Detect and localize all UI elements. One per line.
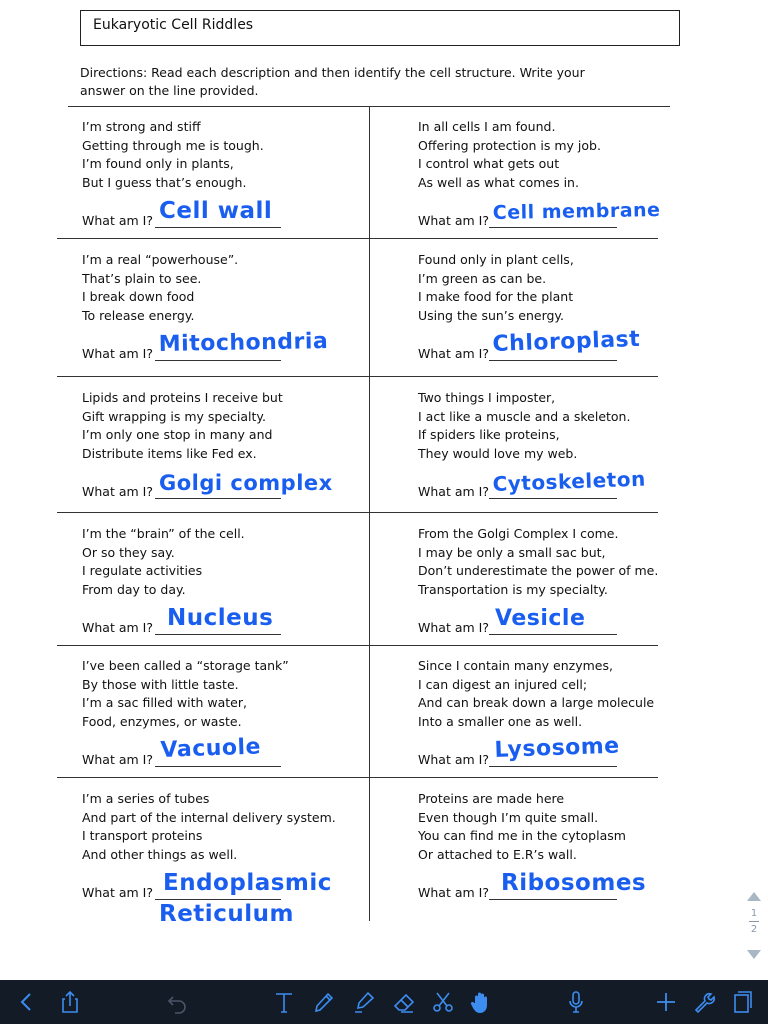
riddle-line: As well as what comes in. [418,174,579,190]
handwritten-answer[interactable]: Nucleus [167,605,274,631]
riddle-cell [418,525,658,599]
riddle-line: I can digest an injured cell; [418,676,588,692]
answer-blank[interactable] [155,227,281,228]
answer-blank[interactable] [155,899,281,900]
riddle-line: Lipids and proteins I receive but [82,390,283,405]
row-separator [57,777,658,778]
scissors-icon [430,989,456,1015]
riddle-line: From the Golgi Complex I come. [418,526,619,541]
riddle-line: I’m green as can be. [418,270,547,286]
riddle-line: To release energy. [82,307,195,323]
what-am-i-label: What am I? [82,752,153,767]
handwritten-answer[interactable]: Golgi complex [159,471,333,495]
riddle-line: I’m a real “powerhouse”. [82,252,239,267]
riddle-line: I may be only a small sac but, [418,544,606,560]
handwritten-answer[interactable]: Lysosome [494,733,621,763]
riddle-line: Into a smaller one as well. [418,713,583,729]
pages-button[interactable] [727,987,757,1017]
answer-blank[interactable] [489,498,617,499]
riddle-cell [82,657,289,731]
riddle-line: From day to day. [82,581,186,597]
riddle-line: I’m found only in plants, [82,156,234,171]
riddle-line: Don’t underestimate the power of me. [418,563,659,578]
riddle-line: I break down food [82,289,195,304]
page-indicator[interactable] [745,892,763,962]
answer-blank[interactable] [155,766,281,767]
row-separator [57,645,658,646]
text-tool-button[interactable] [269,987,299,1017]
riddle-line: Gift wrapping is my specialty. [82,408,267,424]
handwritten-answer-line-2[interactable]: Reticulum [159,901,294,927]
bottom-toolbar [0,980,768,1024]
riddle-line: I transport proteins [82,828,203,843]
share-icon [57,989,83,1015]
settings-button[interactable] [689,987,719,1017]
back-icon [14,989,40,1015]
answer-blank[interactable] [155,634,281,635]
text-tool-icon [271,989,297,1015]
riddle-line: I make food for the plant [418,289,574,304]
riddle-cell [82,251,238,325]
row-separator [57,238,658,239]
answer-blank[interactable] [489,227,617,228]
riddle-cell [418,657,654,731]
what-am-i-label: What am I? [418,346,489,361]
what-am-i-label: What am I? [418,484,489,499]
directions [80,64,660,100]
riddle-line: I’ve been called a “storage tank” [82,658,289,673]
page-down-icon[interactable] [747,950,761,959]
what-am-i-label: What am I? [418,885,489,900]
riddle-line: And part of the internal delivery system. [82,809,336,825]
riddle-line: And can break down a large molecule [418,695,655,710]
share-button[interactable] [55,987,85,1017]
what-am-i-label: What am I? [418,620,489,635]
what-am-i-label: What am I? [418,752,489,767]
what-am-i-label: What am I? [418,213,489,228]
answer-blank[interactable] [155,360,281,361]
answer-blank[interactable] [489,899,617,900]
riddle-line: That’s plain to see. [82,270,202,286]
riddle-cell [418,118,601,192]
riddle-cell [418,389,630,463]
handwritten-answer[interactable]: Cell wall [159,198,273,224]
riddle-line: I’m strong and stiff [82,119,201,134]
riddle-line: Found only in plant cells, [418,252,574,267]
table-column-divider [369,106,370,921]
what-am-i-label: What am I? [82,885,153,900]
riddle-line: I regulate activities [82,563,203,578]
total-pages: 2 [750,924,758,935]
riddle-line: Distribute items like Fed ex. [82,445,257,461]
handwritten-answer[interactable]: Vacuole [160,734,262,763]
handwritten-answer[interactable]: Ribosomes [501,870,647,896]
current-page: 1 [750,908,758,919]
riddle-line: Proteins are made here [418,791,565,806]
microphone-icon [563,989,589,1015]
highlighter-button[interactable] [348,987,378,1017]
riddle-line: Using the sun’s energy. [418,307,565,323]
eraser-button[interactable] [389,987,419,1017]
answer-blank[interactable] [489,360,617,361]
riddle-line: I control what gets out [418,156,560,171]
answer-blank[interactable] [155,498,281,499]
what-am-i-label: What am I? [82,620,153,635]
pen-icon [310,989,336,1015]
riddle-line: I’m a series of tubes [82,791,210,806]
what-am-i-label: What am I? [82,484,153,499]
riddle-line: Or so they say. [82,544,175,560]
add-icon [653,989,679,1015]
handwritten-answer[interactable]: Mitochondria [158,329,329,357]
riddle-line: Two things I imposter, [418,390,556,405]
riddle-cell [82,118,264,192]
undo-icon [164,989,190,1015]
riddle-cell [82,525,245,599]
directions-line-1: Directions: Read each description and then identify the cell structure. Write your [80,65,585,80]
riddle-line: Transportation is my specialty. [418,581,608,597]
row-separator [57,512,658,513]
riddle-cell [418,790,626,864]
riddle-line: I’m a sac filled with water, [82,695,247,710]
back-button[interactable] [12,987,42,1017]
riddle-cell [82,389,283,463]
riddle-line: By those with little taste. [82,676,239,692]
riddle-line: Food, enzymes, or waste. [82,713,242,729]
pages-icon [729,989,755,1015]
riddle-line: They would love my web. [418,445,578,461]
riddle-cell [418,251,574,325]
worksheet-title: Eukaryotic Cell Riddles [80,10,680,46]
answer-blank[interactable] [489,634,617,635]
riddle-cell [82,790,336,864]
riddle-line: But I guess that’s enough. [82,174,247,190]
hand-tool-button[interactable] [466,987,496,1017]
riddle-line: Even though I’m quite small. [418,809,599,825]
highlighter-icon [350,989,376,1015]
row-separator [57,376,658,377]
page-divider [749,921,759,922]
riddle-line: Or attached to E.R’s wall. [418,846,577,862]
riddle-line: Since I contain many enzymes, [418,658,613,673]
riddle-line: If spiders like proteins, [418,427,560,442]
what-am-i-label: What am I? [82,213,153,228]
undo-button[interactable] [162,987,192,1017]
riddle-line: And other things as well. [82,846,238,862]
scissors-button[interactable] [428,987,458,1017]
pen-button[interactable] [308,987,338,1017]
riddle-line: Getting through me is tough. [82,137,264,153]
handwritten-answer[interactable]: Chloroplast [492,326,641,357]
add-button[interactable] [651,987,681,1017]
eraser-icon [391,989,417,1015]
handwritten-answer[interactable]: Cytoskeleton [492,466,647,496]
what-am-i-label: What am I? [82,346,153,361]
riddle-line: In all cells I am found. [418,119,556,134]
riddle-line: I’m only one stop in many and [82,427,273,442]
directions-line-2: answer on the line provided. [80,83,259,98]
riddle-line: I act like a muscle and a skeleton. [418,408,631,424]
handwritten-answer[interactable]: Vesicle [495,606,586,631]
wrench-icon [691,989,717,1015]
handwritten-answer[interactable]: Endoplasmic [163,870,332,896]
handwritten-answer[interactable]: Cell membrane [492,199,661,224]
answer-blank[interactable] [489,766,617,767]
page-up-icon[interactable] [747,892,761,901]
microphone-button[interactable] [561,987,591,1017]
hand-icon [468,989,494,1015]
riddle-line: Offering protection is my job. [418,137,601,153]
riddle-line: You can find me in the cytoplasm [418,828,626,843]
riddle-line: I’m the “brain” of the cell. [82,526,245,541]
